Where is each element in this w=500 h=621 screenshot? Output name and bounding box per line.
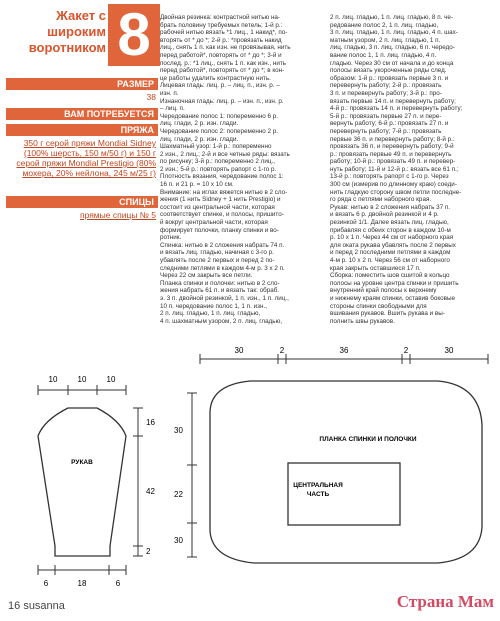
center-part-label-1: ЦЕНТРАЛЬНАЯ xyxy=(293,482,343,489)
sleeve-diagram xyxy=(0,370,170,600)
yarn-heading: ПРЯЖА xyxy=(6,124,158,136)
body-diagram xyxy=(170,345,498,590)
sleeve-top-dim-1: 10 xyxy=(48,375,58,384)
body-top-dim-1: 30 xyxy=(234,346,244,355)
sleeve-top-dim-3: 10 xyxy=(106,375,116,384)
page-number: 16 xyxy=(8,600,21,612)
title-line-3: воротником xyxy=(28,40,106,55)
sleeve-bottom-dim-1: 6 xyxy=(43,579,49,588)
center-part-label-2: ЧАСТЬ xyxy=(306,491,330,498)
body-left-dim-2: 22 xyxy=(174,490,183,499)
sleeve-bottom-dim-3: 6 xyxy=(115,579,121,588)
sleeve-shape xyxy=(38,408,126,556)
size-heading: РАЗМЕР xyxy=(6,78,158,90)
needles-heading: СПИЦЫ xyxy=(6,196,158,208)
body-top-dim-4: 2 xyxy=(403,346,409,355)
body-top-dim-5: 30 xyxy=(444,346,454,355)
instructions-column-1: Двойная резинка: контрастной нитью на- брать половину требуемых петель; 1-й р.: рабочей нитью вязать *1 лиц., 1 накид*, по- вторять от * до *; 2-й р.: *провязать накид лиц., снять 1 п. как изн. не провязывая, нить перед работой*, повторять от * до *; 3-й и послед. р.: *1 лиц., снять 1 п. как изн., нить перед работой*, повторять от * до *; в кон- це работы удалить контрастную нить. Лицевая гладь: лиц. р. – лиц. п., изн. р. – изн. п. Изнаночная гладь: лиц. р. – изн. п., изн. р. – лиц. п. Чередование полос 1: попеременно 6 р. лиц. глади, 2 р. изн. глади. Чередование полос 2: попеременно 2 р. лиц. глади, 2 р. изн. глади. Шахматный узор: 1-й р.: попеременно 2 изн., 2 лиц.; 2-й и все четные ряды: вязать по рисунку; 3-й р.: попеременно 2 лиц., 2 изн.; 5-й р.: повторять рапорт с 1-го р. Плотность вязания, чередование полос 1: 16 п. и 21 р. = 10 х 10 см. Внимание: на иглах вяжется нитью в 2 сло- жения (1 нить Sidney + 1 нить Prestigio) и состоит из центральной части, которая соответствует спинке, и полосы, пришито- й вокруг центральной части, которая формирует полочки, планку спинки и во- ротник. Спинка: нитью в 2 сложения набрать 74 п. и вязать лиц. гладью, начиная с 3-го р. убавлять после 2 первых и перед 2 по- следними петлями в каждом 4-м р. 3 х 2 п. Через 22 см закрыть все петли. Планка спинки и полочки: нитью в 2 сло- жения набрать 61 п. и вязать так: обраб. э. 3 п. двойной резинкой, 1 п. изн., 1 п. лиц., 10 п. чередование полос 1, 1 п. изн., 2 п. лиц. гладью, 1 п. лиц. гладью, 4 п. шахматным узором, 2 п. лиц. гладью, xyxy=(160,14,291,325)
sleeve-label: РУКАВ xyxy=(71,459,93,466)
sleeve-right-dim-1: 16 xyxy=(146,418,155,427)
body-top-dim-3: 36 xyxy=(339,346,349,355)
sleeve-right-dim-3: 2 xyxy=(146,547,151,556)
outer-band-label: ПЛАНКА СПИНКИ И ПОЛОЧКИ xyxy=(319,436,417,443)
instructions-column-2: 2 п. лиц. гладью, 1 п. лиц. гладью, 8 п. че- редование полос 2, 1 п. лиц. гладью, 3 п. лиц. гладью, 1 п. лиц. гладью, 4 п. шах- матным узором, 2 п. лиц. гладью, 1 п. лиц. гладью, 3 п. лиц. гладью, 6 п. чередо- вание полос 1, 1 п. лиц. гладью, 4 п. гладью. Через 30 см от начала и до конца полосы вязать укороченные ряды след. образом: 1-й р.: провязать первые 3 п. и перевернуть работу; 2-й р.: провязать 3 п. и перевернуть работу; 3-й р.: про- вязать первые 14 п. и перевернуть работу; 4-й р.: провязать 14 п. и перевернуть работу; 5-й р.: провязать первые 27 п. и пере- вернуть работу; 6-й р.: провязать 27 п. и перевернуть работу; 7-й р.: провязать первые 36 п. и перевернуть работу; 8-й р.: провязать 36 п. и перевернуть работу; 9-й р.: провязать первые 49 п. и перевернуть работу; 10-й р.: провязать 49 п. и перевер- нуть работу; 11-й и 12-й р.: вязать все 61 п.; 13-й р.: повторять рапорт с 1-го р. Через 300 см (измерив по длинному краю) соеди- нить гладкую сторону швом петли последне- го ряда с петлями наборного края. Рукав: нитью в 2 сложения набрать 37 п. и вязать 6 р. двойной резинкой и 4 р. резинкой 1/1. Далее вязать лиц. гладью, прибавляя с обеих сторон в каждом 10-м р. 10 х 1 п. Через 44 см от наборного края для оката рукава убавлять после 2 первых и перед 2 последними петлями в каждом 4-м р. 10 х 2 п. Через 56 см от наборного края закрыть оставшиеся 17 п. Сборка: поместить шов сшитой в кольцо полосы на уровне центра спинки и пришить внутренний край полосы к верхнему и нижнему краям спинки, оставив боковые стороны спинки свободными для вшивания рукавов. Вшить рукава и вы- полнить швы рукавов. xyxy=(330,14,463,325)
title xyxy=(6,8,106,56)
watermark: Страна Мам xyxy=(396,592,494,611)
body-top-dim-2: 2 xyxy=(279,346,285,355)
body-left-dim-1: 30 xyxy=(174,426,183,435)
sleeve-right-dim-2: 42 xyxy=(146,487,155,496)
title-line-2: широким xyxy=(47,24,106,39)
pattern-number: 8 xyxy=(108,4,160,66)
sleeve-top-dim-2: 10 xyxy=(77,375,87,384)
needs-heading: ВАМ ПОТРЕБУЕТСЯ xyxy=(6,108,158,120)
title-line-1: Жакет с xyxy=(56,8,106,23)
needles-text: прямые спицы № 5 xyxy=(79,210,156,220)
center-part-shape xyxy=(288,463,400,525)
page-footer xyxy=(8,600,65,612)
body-left-dim-3: 30 xyxy=(174,536,183,545)
magazine-brand: susanna xyxy=(23,600,65,612)
sleeve-bottom-dim-2: 18 xyxy=(77,579,87,588)
yarn-text: 350 г серой пряжи Mondial Sidney (100% шерсть, 150 м/50 г) и 150 г серой пряжи Mondial Prestigio (80% мохера, 20% нейлона, 245 м/25 г) xyxy=(16,138,156,178)
size-value: 38 xyxy=(146,92,156,102)
